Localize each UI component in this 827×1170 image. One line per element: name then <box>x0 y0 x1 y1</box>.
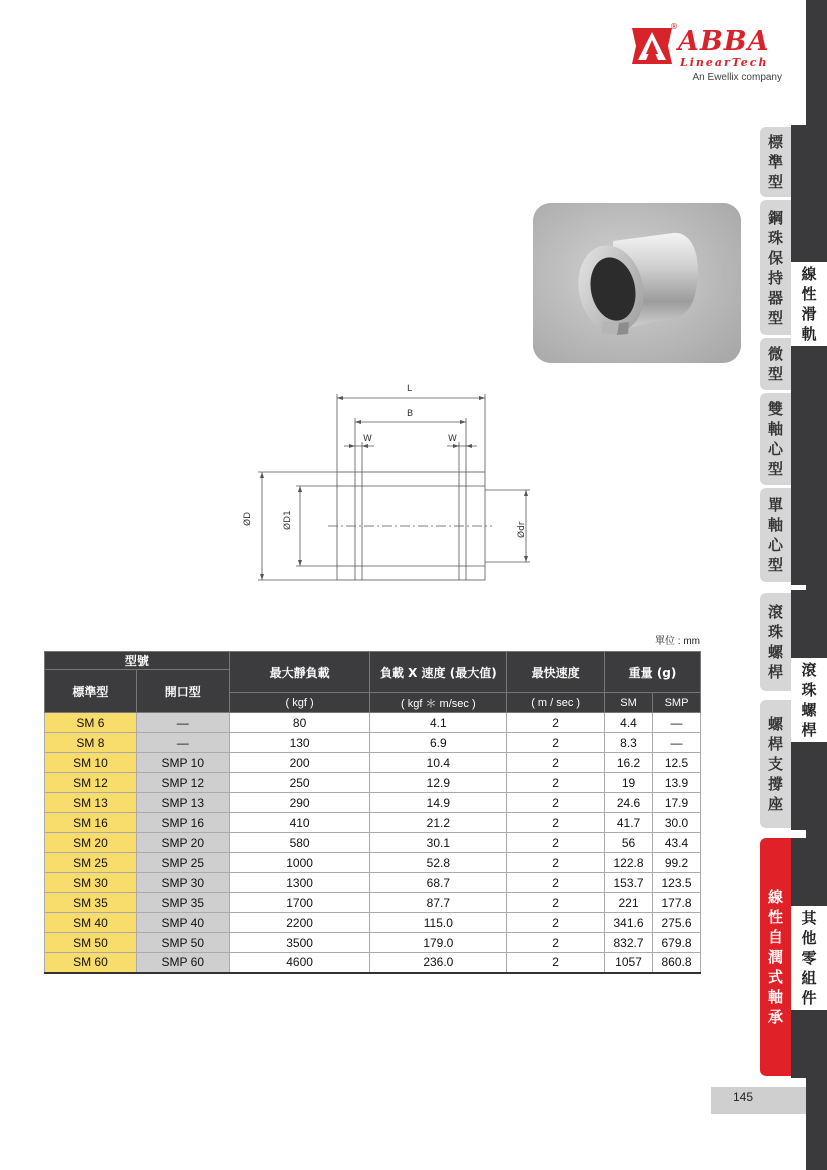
dim-label-B: B <box>407 409 414 419</box>
header-weight-smp: SMP <box>653 693 701 713</box>
page-number: 145 <box>733 1090 754 1104</box>
cell-pv: 87.7 <box>370 893 507 913</box>
cell-pv: 30.1 <box>370 833 507 853</box>
tab-char: 鋼 <box>767 208 783 227</box>
unit-note: 單位 : mm <box>655 636 700 647</box>
category-char: 件 <box>801 989 817 1007</box>
tab-char: 型 <box>767 460 783 478</box>
cell-weight-sm: 16.2 <box>605 753 653 773</box>
dim-label-dr: Ødr <box>517 521 527 538</box>
dim-label-W-left: W <box>363 434 372 444</box>
cell-weight-smp: 177.8 <box>653 893 701 913</box>
cell-open: SMP 35 <box>136 893 229 913</box>
cell-weight-smp: 30.0 <box>653 813 701 833</box>
cell-speed: 2 <box>507 893 605 913</box>
page-number-box <box>711 1087 806 1114</box>
tab-ball-retainer[interactable] <box>760 200 791 335</box>
tab-char: 螺 <box>767 715 783 733</box>
tab-char: 型 <box>767 308 783 327</box>
cell-weight-sm: 122.8 <box>605 853 653 873</box>
cell-standard: SM 25 <box>45 853 137 873</box>
tab-char: 螺 <box>767 643 783 661</box>
tab-char: 持 <box>767 268 783 287</box>
cell-weight-smp: 123.5 <box>653 873 701 893</box>
cell-static-load: 2200 <box>229 913 370 933</box>
cell-standard: SM 10 <box>45 753 137 773</box>
table-row <box>45 833 701 853</box>
header-standard: 標準型 <box>45 670 137 713</box>
tab-char: 標 <box>767 133 783 151</box>
tab-char: 型 <box>767 365 783 383</box>
tab-char: 單 <box>767 496 783 514</box>
header-weight-sm: SM <box>605 693 653 713</box>
header-static-load: 最大靜負載 <box>229 652 370 693</box>
header-speed: 最快速度 <box>507 652 605 693</box>
header-speed-unit: ( m / sec ) <box>507 693 605 713</box>
header-model: 型號 <box>45 652 230 670</box>
cell-open: SMP 13 <box>136 793 229 813</box>
cell-open: SMP 50 <box>136 933 229 953</box>
tab-char: 珠 <box>767 228 783 247</box>
category-char: 桿 <box>801 721 817 739</box>
category-char: 其 <box>801 909 817 927</box>
cell-static-load: 1300 <box>229 873 370 893</box>
category-char: 他 <box>801 929 817 947</box>
cell-static-load: 4600 <box>229 953 370 973</box>
cell-standard: SM 20 <box>45 833 137 853</box>
cell-open: SMP 12 <box>136 773 229 793</box>
cell-weight-smp: 13.9 <box>653 773 701 793</box>
abba-emblem-icon <box>628 24 676 68</box>
cell-speed: 2 <box>507 953 605 973</box>
tab-char: 器 <box>767 288 783 307</box>
dimension-drawing <box>240 384 540 589</box>
category-char: 零 <box>801 949 817 967</box>
table-row <box>45 933 701 953</box>
cell-static-load: 410 <box>229 813 370 833</box>
cell-weight-smp: 679.8 <box>653 933 701 953</box>
category-other-parts[interactable] <box>791 906 827 1010</box>
cell-weight-sm: 1057 <box>605 953 653 973</box>
dim-label-D1: ØD1 <box>283 510 293 530</box>
tab-standard[interactable] <box>760 127 791 197</box>
cell-pv: 179.0 <box>370 933 507 953</box>
cell-standard: SM 8 <box>45 733 137 753</box>
tab-char: 珠 <box>767 623 783 641</box>
table-row <box>45 773 701 793</box>
cell-weight-sm: 4.4 <box>605 713 653 733</box>
cell-open: SMP 20 <box>136 833 229 853</box>
cell-standard: SM 40 <box>45 913 137 933</box>
table-row <box>45 813 701 833</box>
cell-speed: 2 <box>507 753 605 773</box>
cell-static-load: 3500 <box>229 933 370 953</box>
cell-open: SMP 25 <box>136 853 229 873</box>
table-row <box>45 753 701 773</box>
tab-char: 軸 <box>767 988 783 1006</box>
cell-open: SMP 16 <box>136 813 229 833</box>
tab-char: 準 <box>767 153 783 171</box>
tab-char: 座 <box>767 795 783 813</box>
cell-pv: 68.7 <box>370 873 507 893</box>
tab-double-shaft[interactable] <box>760 393 791 485</box>
cell-weight-sm: 24.6 <box>605 793 653 813</box>
cell-weight-sm: 221 <box>605 893 653 913</box>
cell-standard: SM 16 <box>45 813 137 833</box>
cell-weight-smp: 860.8 <box>653 953 701 973</box>
tab-char: 保 <box>767 248 783 267</box>
spec-table <box>44 651 701 974</box>
cell-weight-smp: — <box>653 733 701 753</box>
table-row <box>45 853 701 873</box>
cell-pv: 236.0 <box>370 953 507 973</box>
cell-weight-sm: 41.7 <box>605 813 653 833</box>
cell-weight-smp: 275.6 <box>653 913 701 933</box>
cell-pv: 10.4 <box>370 753 507 773</box>
cell-weight-smp: 99.2 <box>653 853 701 873</box>
category-char: 滑 <box>801 305 817 323</box>
cell-standard: SM 13 <box>45 793 137 813</box>
dim-label-W-right: W <box>448 434 457 444</box>
cell-open: — <box>136 713 229 733</box>
cell-pv: 52.8 <box>370 853 507 873</box>
table-row <box>45 873 701 893</box>
cell-static-load: 1700 <box>229 893 370 913</box>
tab-char: 線 <box>767 888 783 906</box>
cell-static-load: 580 <box>229 833 370 853</box>
tab-miniature[interactable] <box>760 338 791 390</box>
cell-weight-smp: 17.9 <box>653 793 701 813</box>
brand-name: ABBA <box>678 26 770 57</box>
tab-char: 型 <box>767 173 783 191</box>
category-char: 珠 <box>801 681 817 699</box>
cell-speed: 2 <box>507 853 605 873</box>
cell-pv: 21.2 <box>370 813 507 833</box>
bushing-dimension-diagram <box>240 384 540 589</box>
cell-static-load: 290 <box>229 793 370 813</box>
product-photo <box>533 203 741 363</box>
header-pv-unit: ( kgf ＊ m/sec ) <box>370 693 507 713</box>
dim-label-L: L <box>407 384 413 394</box>
cell-speed: 2 <box>507 913 605 933</box>
tab-char: 型 <box>767 556 783 574</box>
tab-screw-support[interactable] <box>760 700 791 828</box>
category-char: 螺 <box>801 701 817 719</box>
cell-weight-sm: 341.6 <box>605 913 653 933</box>
tab-char: 性 <box>767 908 783 926</box>
category-char: 組 <box>801 969 817 987</box>
tab-char: 自 <box>767 928 783 946</box>
cell-static-load: 1000 <box>229 853 370 873</box>
cell-speed: 2 <box>507 793 605 813</box>
cell-weight-smp: — <box>653 713 701 733</box>
brand-sub: LinearTech <box>680 56 769 69</box>
tab-char: 承 <box>767 1008 783 1026</box>
dim-label-D: ØD <box>243 511 253 526</box>
tab-ball-screw[interactable] <box>760 593 791 691</box>
tab-char: 軸 <box>767 516 783 534</box>
header-pv: 負載 X 速度 (最大值) <box>370 652 507 693</box>
tab-char: 撐 <box>767 775 783 793</box>
brand-company: An Ewellix company <box>692 72 782 83</box>
cell-standard: SM 35 <box>45 893 137 913</box>
table-row <box>45 913 701 933</box>
tab-char: 支 <box>767 755 783 773</box>
cell-open: SMP 60 <box>136 953 229 973</box>
cell-pv: 4.1 <box>370 713 507 733</box>
cell-speed: 2 <box>507 833 605 853</box>
cell-standard: SM 60 <box>45 953 137 973</box>
cell-standard: SM 50 <box>45 933 137 953</box>
cell-static-load: 130 <box>229 733 370 753</box>
table-row <box>45 733 701 753</box>
cell-weight-sm: 8.3 <box>605 733 653 753</box>
cell-pv: 14.9 <box>370 793 507 813</box>
category-char: 軌 <box>801 325 817 343</box>
category-linear-guide[interactable] <box>791 262 827 346</box>
cell-open: SMP 10 <box>136 753 229 773</box>
tab-self-lubricating-bearing[interactable] <box>760 838 791 1076</box>
cell-static-load: 80 <box>229 713 370 733</box>
tab-char: 潤 <box>767 948 783 966</box>
bushing-image <box>533 203 741 363</box>
cell-standard: SM 12 <box>45 773 137 793</box>
cell-speed: 2 <box>507 713 605 733</box>
cell-pv: 115.0 <box>370 913 507 933</box>
cell-speed: 2 <box>507 733 605 753</box>
category-char: 線 <box>801 265 817 283</box>
tab-char: 式 <box>767 968 783 986</box>
cell-static-load: 250 <box>229 773 370 793</box>
cell-speed: 2 <box>507 873 605 893</box>
tab-char: 桿 <box>767 735 783 753</box>
cell-weight-sm: 832.7 <box>605 933 653 953</box>
tab-char: 桿 <box>767 663 783 681</box>
header-weight: 重量 (g) <box>605 652 701 693</box>
table-row <box>45 953 701 973</box>
registered-mark: ® <box>670 22 678 31</box>
cell-weight-smp: 43.4 <box>653 833 701 853</box>
tab-char: 心 <box>767 536 783 554</box>
tab-char: 微 <box>767 345 783 363</box>
cell-speed: 2 <box>507 773 605 793</box>
tab-char: 軸 <box>767 420 783 438</box>
table-row <box>45 793 701 813</box>
tab-single-shaft[interactable] <box>760 488 791 582</box>
cell-pv: 6.9 <box>370 733 507 753</box>
cell-standard: SM 6 <box>45 713 137 733</box>
cell-standard: SM 30 <box>45 873 137 893</box>
tab-char: 滾 <box>767 603 783 621</box>
table-row <box>45 893 701 913</box>
header-static-load-unit: ( kgf ) <box>229 693 370 713</box>
cell-pv: 12.9 <box>370 773 507 793</box>
cell-static-load: 200 <box>229 753 370 773</box>
cell-speed: 2 <box>507 813 605 833</box>
cell-open: SMP 40 <box>136 913 229 933</box>
cell-speed: 2 <box>507 933 605 953</box>
cell-weight-smp: 12.5 <box>653 753 701 773</box>
category-char: 性 <box>801 285 817 303</box>
cell-open: — <box>136 733 229 753</box>
cell-open: SMP 30 <box>136 873 229 893</box>
cell-weight-sm: 153.7 <box>605 873 653 893</box>
header-open: 開口型 <box>136 670 229 713</box>
cell-weight-sm: 19 <box>605 773 653 793</box>
table-row <box>45 713 701 733</box>
category-char: 滾 <box>801 661 817 679</box>
tab-char: 心 <box>767 440 783 458</box>
cell-weight-sm: 56 <box>605 833 653 853</box>
category-ball-screw[interactable] <box>791 658 827 742</box>
category-bar-linear-guide <box>791 125 806 585</box>
tab-char: 雙 <box>767 400 783 418</box>
